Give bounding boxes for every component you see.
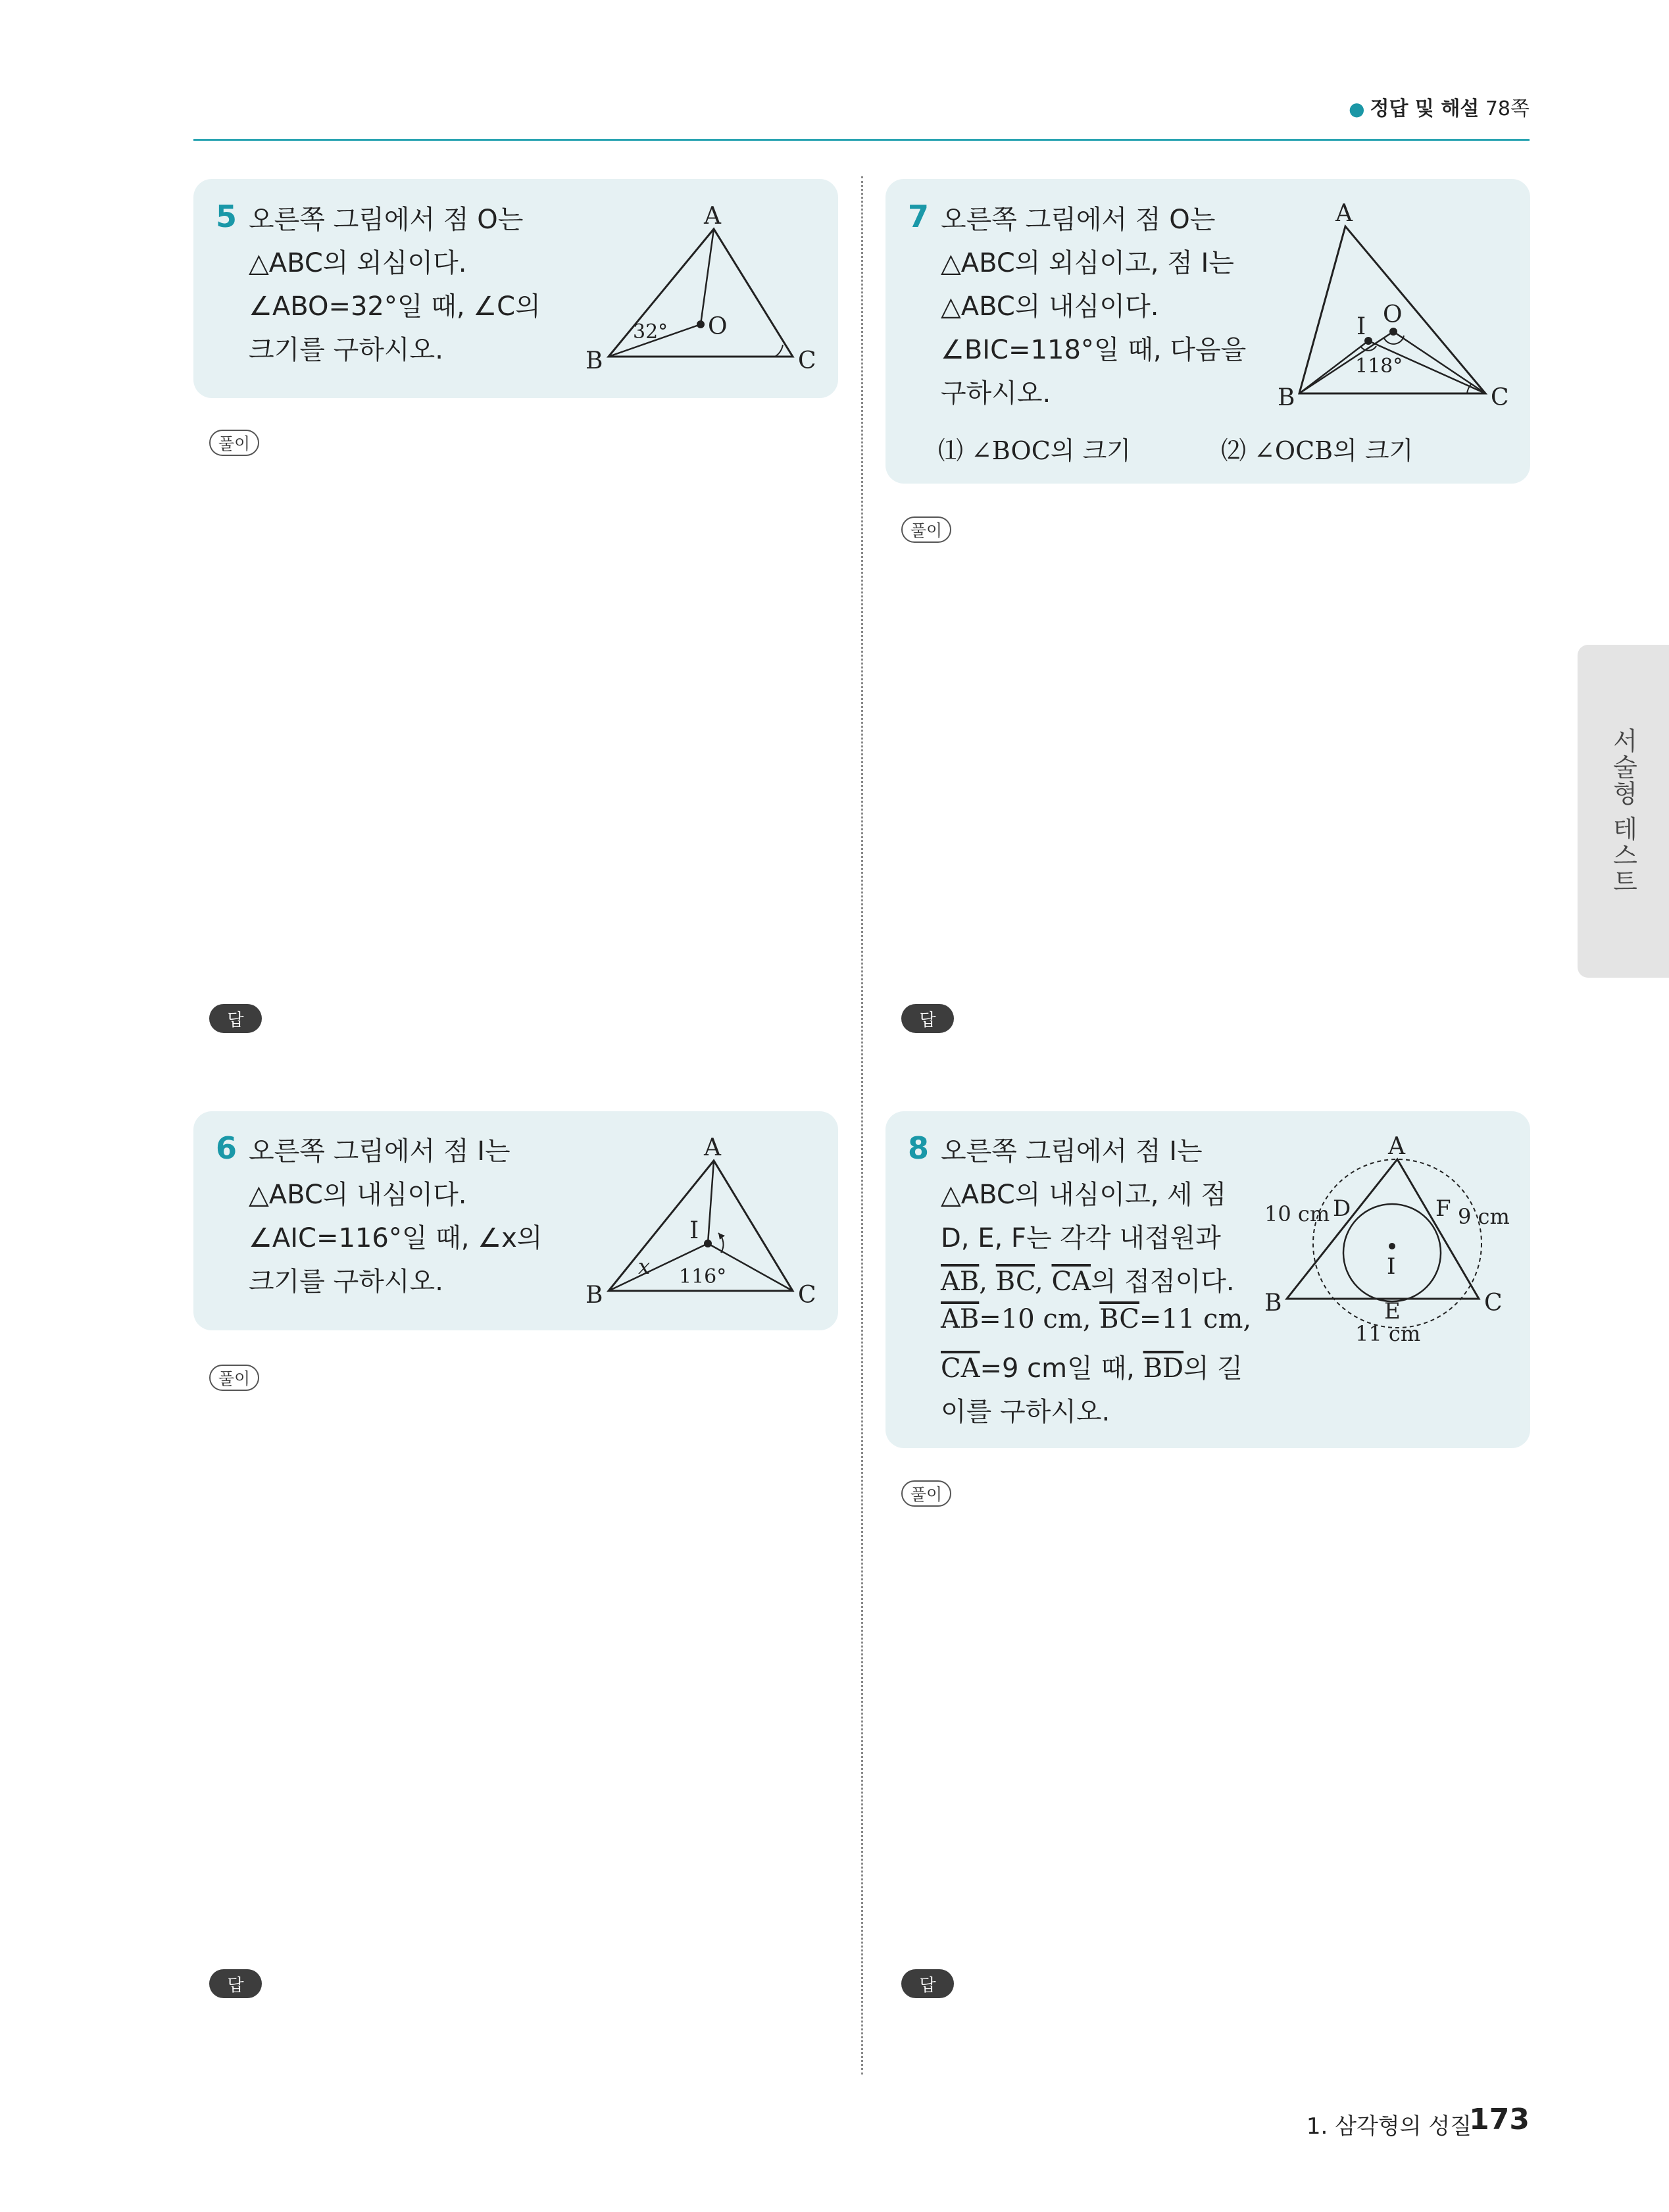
- fig6-label-C: C: [798, 1282, 816, 1309]
- fig7-angle: 118°: [1355, 355, 1403, 378]
- fig8-label-A: A: [1388, 1133, 1405, 1160]
- question-6-answer-label: 답: [209, 1969, 262, 1998]
- column-divider: [861, 176, 863, 2074]
- length-bc: =11 cm,: [1139, 1304, 1252, 1334]
- fig7-label-B: B: [1278, 384, 1295, 411]
- question-8-line-3: D, E, F는 각각 내접원과: [941, 1223, 1221, 1253]
- question-6-solution-label: 풀이: [209, 1365, 259, 1391]
- fig6-label-I: I: [689, 1217, 699, 1244]
- question-8-line-2: △ABC의 내심이고, 세 점: [941, 1180, 1227, 1210]
- separator: ,: [1035, 1267, 1052, 1297]
- question-7-figure: [1270, 197, 1520, 415]
- question-7-line-1: 오른쪽 그림에서 점 O는: [941, 205, 1216, 235]
- question-5-line-2: △ABC의 외심이다.: [249, 248, 467, 278]
- question-8-line-6: [941, 1347, 1243, 1385]
- line-6-rest: 의 길: [1183, 1353, 1243, 1384]
- fig8-label-D: D: [1333, 1195, 1351, 1222]
- question-8-line-4: [941, 1261, 1235, 1298]
- fig6-label-B: B: [585, 1282, 603, 1309]
- fig7-label-O: O: [1383, 301, 1403, 328]
- question-5-line-1: 오른쪽 그림에서 점 O는: [249, 205, 524, 235]
- question-7-line-5: 구하시오.: [941, 378, 1051, 409]
- segment-bc: $\overline{BC}$: [1099, 1304, 1139, 1334]
- question-8-line-7: 이를 구하시오.: [941, 1397, 1110, 1427]
- fig6-label-A: A: [704, 1134, 721, 1161]
- question-5-line-4: 크기를 구하시오.: [249, 335, 443, 365]
- fig8-length-ab: 10 cm: [1264, 1201, 1330, 1226]
- section-tab-label: 서술형 테스트: [1608, 727, 1637, 895]
- section-tab[interactable]: [1578, 645, 1669, 978]
- question-6-line-2: △ABC의 내심이다.: [249, 1180, 467, 1210]
- question-8-solution-label: 풀이: [901, 1480, 951, 1507]
- question-5-solution-label: 풀이: [209, 430, 259, 456]
- question-8-number: 8: [908, 1130, 930, 1166]
- segment-ab: $\overline{AB}$: [941, 1304, 980, 1334]
- fig6-label-x: x: [638, 1254, 651, 1279]
- question-6-figure: [579, 1129, 829, 1313]
- question-8-line-5: [941, 1304, 1251, 1334]
- fig8-length-bc: 11 cm: [1355, 1321, 1421, 1346]
- question-7-line-3: △ABC의 내심이다.: [941, 291, 1159, 322]
- fig5-label-B: B: [585, 347, 603, 374]
- fig7-label-I: I: [1357, 313, 1366, 340]
- fig6-angle: 116°: [679, 1265, 727, 1288]
- segment-ab: $\overline{AB}$: [941, 1267, 980, 1297]
- question-8-line-1: 오른쪽 그림에서 점 I는: [941, 1136, 1203, 1167]
- question-5-line-3: ∠ABO=32°일 때, ∠C의: [249, 291, 541, 322]
- question-5-figure: [579, 197, 829, 382]
- question-7-line-2: △ABC의 외심이고, 점 I는: [941, 248, 1234, 278]
- question-7-sub-2: ⑵ ∠OCB의 크기: [1221, 436, 1414, 465]
- segment-bc: $\overline{BC}$: [995, 1267, 1035, 1297]
- fig8-length-ac: 9 cm: [1458, 1204, 1510, 1229]
- question-6-line-4: 크기를 구하시오.: [249, 1267, 443, 1297]
- fig7-label-C: C: [1491, 384, 1509, 411]
- question-6-line-3: ∠AIC=116°일 때, ∠x의: [249, 1223, 543, 1253]
- question-5-number: 5: [216, 199, 237, 234]
- question-5-answer-label: 답: [209, 1004, 262, 1033]
- question-7-number: 7: [908, 199, 930, 234]
- separator: ,: [979, 1267, 996, 1297]
- page-number: 173: [1469, 2103, 1530, 2136]
- question-6-number: 6: [216, 1130, 237, 1166]
- fig5-angle: 32°: [633, 320, 668, 343]
- question-7-solution-label: 풀이: [901, 516, 951, 543]
- question-6-line-1: 오른쪽 그림에서 점 I는: [249, 1136, 511, 1167]
- bullet-icon: ●: [1349, 98, 1365, 120]
- chapter-title: 1. 삼각형의 성질: [1306, 2113, 1472, 2140]
- fig5-label-A: A: [704, 203, 721, 230]
- question-7-sub-1: ⑴ ∠BOC의 크기: [938, 436, 1131, 465]
- fig8-label-B: B: [1264, 1290, 1282, 1317]
- question-7-line-4: ∠BIC=118°일 때, 다음을: [941, 335, 1247, 365]
- question-8-figure: [1257, 1129, 1520, 1353]
- fig8-label-I: I: [1387, 1253, 1396, 1280]
- fig8-label-E: E: [1384, 1298, 1401, 1324]
- segment-bd: $\overline{BD}$: [1143, 1353, 1184, 1384]
- fig5-label-O: O: [708, 313, 728, 340]
- question-7-answer-label: 답: [901, 1004, 954, 1033]
- answer-reference: [1349, 92, 1530, 121]
- answer-reference-label: 정답 및 해설: [1370, 97, 1480, 120]
- length-ca: =9 cm일 때,: [980, 1353, 1143, 1384]
- fig8-label-F: F: [1435, 1195, 1451, 1222]
- line-4-rest: 의 접점이다.: [1090, 1267, 1235, 1297]
- length-ab: =10 cm,: [979, 1304, 1100, 1334]
- answer-reference-page: 78쪽: [1485, 97, 1530, 120]
- fig7-label-A: A: [1335, 200, 1353, 227]
- segment-ca: $\overline{CA}$: [941, 1353, 980, 1384]
- fig8-label-C: C: [1484, 1290, 1503, 1317]
- segment-ca: $\overline{CA}$: [1051, 1267, 1091, 1297]
- question-8-answer-label: 답: [901, 1969, 954, 1998]
- fig5-label-C: C: [798, 347, 816, 374]
- header-rule: [193, 139, 1530, 141]
